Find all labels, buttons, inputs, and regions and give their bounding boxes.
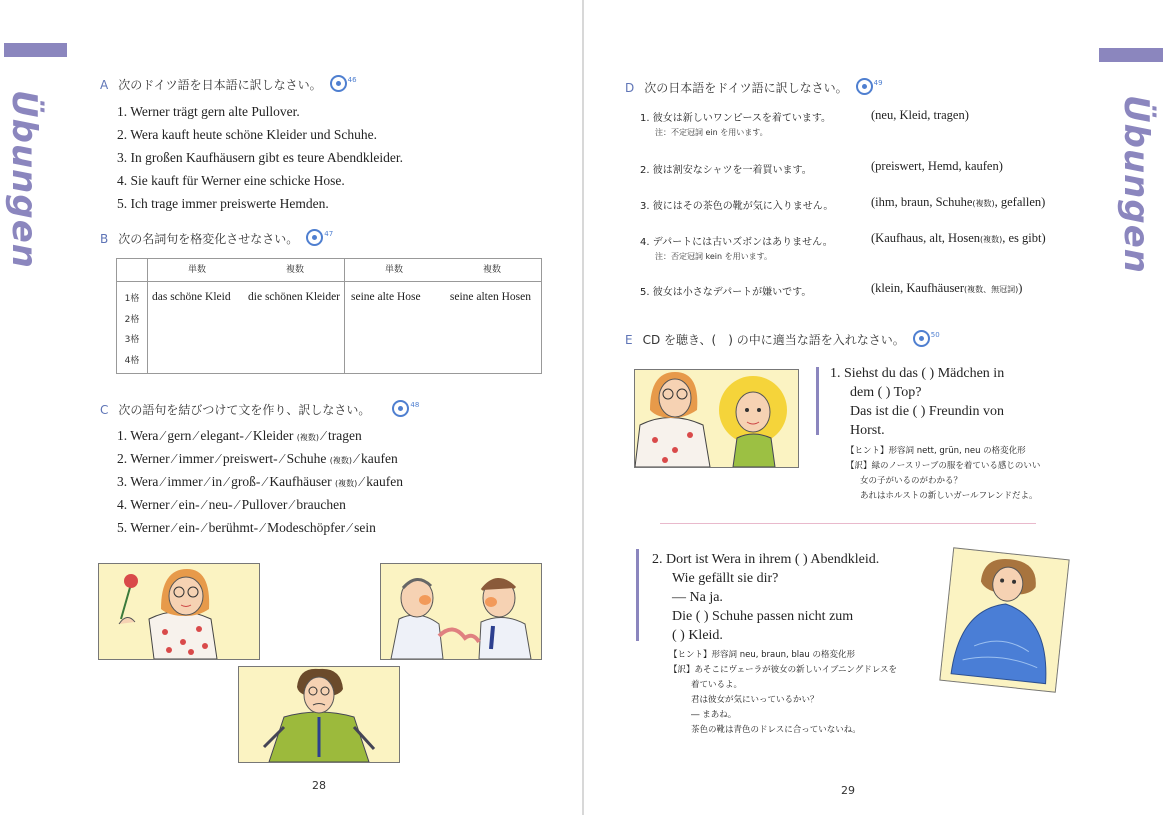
- table-cell: [345, 282, 542, 374]
- section-e-heading: [625, 330, 940, 348]
- translation-line: 着ているよ。: [691, 680, 743, 690]
- left-vertical-title: Übungen: [4, 90, 44, 269]
- hint-line: 【ヒント】形容詞 neu, braun, blau の格変化形: [669, 650, 855, 660]
- translation-line: 君は彼女が気にいっているかい？: [691, 695, 819, 705]
- exercise-2-text: [652, 550, 879, 645]
- exercise-item: 2. Werner ⁄ immer ⁄ preiswert- ⁄ Schuhe (複数) ⁄ kaufen: [117, 451, 398, 466]
- case-label: 4格: [124, 355, 140, 366]
- cd-icon: [856, 78, 873, 95]
- exercise-line: ( ) Kleid.: [672, 628, 723, 643]
- case-label-column: [117, 282, 148, 374]
- exercise-item: 4. Sie kauft für Werner eine schicke Hose.: [117, 173, 345, 188]
- case-label: 1格: [124, 294, 140, 304]
- illustration-two-men: [380, 563, 542, 660]
- cd-icon: [913, 330, 930, 347]
- cd-track-number: 50: [930, 331, 940, 339]
- right-vertical-title: Übungen: [1116, 95, 1156, 274]
- case-label: 2格: [124, 314, 140, 325]
- exercise-item: 3. Wera ⁄ immer ⁄ in ⁄ groß- ⁄ Kaufhäuser (複数) ⁄ kaufen: [117, 474, 403, 489]
- exercise-2-bar: [636, 549, 639, 641]
- exercise-line: Die ( ) Schuhe passen nicht zum: [672, 609, 854, 624]
- illustration-sad-man: [238, 666, 400, 763]
- exercise-line: Wie gefällt sie dir?: [672, 571, 779, 586]
- cd-track-number: 47: [324, 230, 334, 238]
- header-plural: 複数: [285, 265, 304, 275]
- exercise-2-hint-translation: [669, 648, 897, 738]
- word-hint: (Kaufhaus, alt, Hosen(複数), es gibt): [871, 231, 1046, 245]
- exercise-item: 1. Werner trägt gern alte Pullover.: [117, 104, 300, 119]
- translation-line: ― まあね。: [691, 710, 737, 720]
- cell-value: seine alten Hosen: [449, 291, 531, 303]
- section-instruction: 次の語句を結びつけて文を作り、訳しなさい。: [118, 403, 371, 417]
- translation-line: 【訳】緑のノースリーブの服を着ている感じのいい: [846, 461, 1041, 471]
- japanese-sentence: 1. 彼女は新しいワンピースを着ています。: [640, 113, 832, 124]
- right-page: [584, 0, 1167, 815]
- exercise-line: Das ist die ( ) Freundin von: [850, 404, 1004, 419]
- hint-line: 【ヒント】形容詞 nett, grün, neu の格変化形: [846, 446, 1026, 456]
- exercise-item: 5. Ich trage immer preiswerte Hemden.: [117, 196, 329, 211]
- exercise-line: Horst.: [850, 423, 885, 438]
- table-header-cell: [345, 259, 542, 282]
- case-label: 3格: [124, 335, 140, 345]
- section-d-item: [640, 283, 811, 298]
- divider: [660, 523, 1036, 524]
- header-plural: 複数: [482, 265, 501, 275]
- table-cell: [148, 282, 345, 374]
- section-instruction: 次の名詞句を格変化させなさい。: [118, 232, 299, 246]
- translation-line: 【訳】あそこにヴェーラが彼女の新しいイブニングドレスを: [669, 665, 898, 675]
- section-letter: A: [100, 78, 109, 92]
- section-d-item: [640, 161, 812, 176]
- word-hint: (klein, Kaufhäuser(複数、無冠詞)): [871, 281, 1023, 295]
- cd-track-number: 46: [347, 76, 357, 84]
- declension-table: [116, 258, 542, 374]
- word-hint: (ihm, braun, Schuhe(複数), gefallen): [871, 195, 1046, 209]
- exercise-1-hint-translation: [846, 444, 1040, 504]
- japanese-sentence: 5. 彼女は小さなデパートが嫌いです。: [640, 287, 812, 298]
- section-a-list: [117, 104, 403, 219]
- section-instruction: CD を聴き、( ) の中に適当な語を入れなさい。: [642, 333, 905, 347]
- japanese-sentence: 2. 彼は割安なシャツを一着買います。: [640, 165, 812, 176]
- cd-icon: [330, 75, 347, 92]
- section-d-heading: [625, 78, 883, 96]
- section-a-heading: [100, 75, 357, 93]
- exercise-1-bar: [816, 367, 819, 435]
- exercise-item: 3. In großen Kaufhäusern gibt es teure Abendkleider.: [117, 150, 404, 165]
- cd-track-number: 49: [873, 79, 883, 87]
- section-letter: C: [100, 403, 109, 417]
- cd-icon: [306, 229, 323, 246]
- illustration-horst-and-girl: [634, 369, 799, 468]
- page-number: 28: [312, 779, 326, 792]
- exercise-item: 1. Wera ⁄ gern ⁄ elegant- ⁄ Kleider (複数) ⁄ tragen: [117, 428, 362, 443]
- exercise-line: — Na ja.: [672, 590, 723, 605]
- section-letter: D: [625, 81, 635, 95]
- section-d-item: [640, 233, 833, 262]
- section-letter: B: [100, 232, 109, 246]
- exercise-1-text: [830, 364, 1004, 440]
- header-singular: 単数: [384, 265, 403, 275]
- grammar-note: 注：不定冠詞 ein を用います。: [655, 128, 768, 137]
- section-d-item: [640, 197, 833, 212]
- left-page: [0, 0, 582, 815]
- translation-line: 女の子がいるのがわかる？: [860, 476, 963, 486]
- illustration-man-with-rose: [98, 563, 260, 660]
- exercise-line: 1. Siehst du das ( ) Mädchen in: [830, 366, 1005, 381]
- table-header-cell: [148, 259, 345, 282]
- section-c-list: [117, 428, 403, 543]
- translation-line: 茶色の靴は青色のドレスに合っていないね。: [691, 725, 861, 735]
- section-letter: E: [625, 333, 633, 347]
- left-page-color-tab: [4, 43, 67, 57]
- exercise-item: 2. Wera kauft heute schöne Kleider und Schuhe.: [117, 127, 377, 142]
- section-instruction: 次のドイツ語を日本語に訳しなさい。: [118, 78, 322, 92]
- japanese-sentence: 3. 彼にはその茶色の靴が気に入りません。: [640, 201, 834, 212]
- cell-value: seine alte Hose: [351, 291, 421, 303]
- section-c-heading: [100, 400, 419, 418]
- page-number: 29: [841, 784, 855, 797]
- section-b-heading: [100, 229, 333, 247]
- section-d-item: [640, 109, 831, 138]
- cd-icon: [392, 400, 409, 417]
- cd-track-number: 48: [410, 401, 420, 409]
- exercise-line: 2. Dort ist Wera in ihrem ( ) Abendkleid.: [652, 552, 880, 567]
- right-page-color-tab: [1099, 48, 1163, 62]
- section-instruction: 次の日本語をドイツ語に訳しなさい。: [644, 81, 848, 95]
- cell-value: das schöne Kleid: [152, 291, 231, 303]
- word-hint: (neu, Kleid, tragen): [871, 108, 969, 122]
- exercise-item: 4. Werner ⁄ ein- ⁄ neu- ⁄ Pullover ⁄ brauchen: [117, 497, 346, 512]
- japanese-sentence: 4. デパートには古いズボンはありません。: [640, 237, 833, 248]
- translation-line: あれはホルストの新しいガールフレンドだよ。: [860, 491, 1038, 501]
- table-corner-cell: [117, 259, 148, 282]
- word-hint: (preiswert, Hemd, kaufen): [871, 159, 1003, 173]
- header-singular: 単数: [187, 265, 206, 275]
- exercise-item: 5. Werner ⁄ ein- ⁄ berühmt- ⁄ Modeschöpfer ⁄ sein: [117, 520, 376, 535]
- exercise-line: dem ( ) Top?: [850, 385, 922, 400]
- illustration-wera-blue-dress: [939, 547, 1069, 692]
- grammar-note: 注：否定冠詞 kein を用います。: [655, 252, 773, 261]
- cell-value: die schönen Kleider: [248, 291, 340, 303]
